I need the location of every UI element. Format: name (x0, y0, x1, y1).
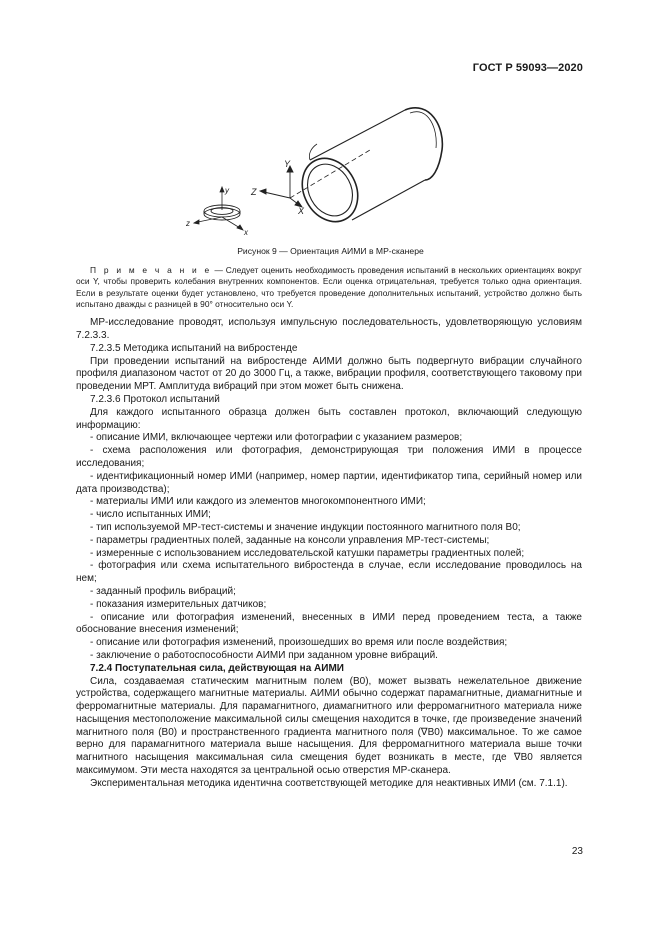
protocol-list (76, 432, 582, 662)
paragraph-experimental-method: Экспериментальная методика идентична соответствующей методике для неактивных ИМИ (см. 7.1.1). (90, 777, 568, 789)
page-number: 23 (571, 846, 583, 857)
note-paragraph (76, 265, 582, 310)
paragraph-vibration-method: При проведении испытаний на вибростенде АИМИ должно быть подвергнуто вибрации случайного профиля диапазоном частот от 20 до 3000 Гц, а также, вибрации профиля, соответствующего таковому при проведении МРТ. Амплитуда вибраций при этом может быть снижена. (76, 355, 582, 393)
subsection-heading-7235: 7.2.3.5 Методика испытаний на вибростенде (90, 342, 298, 354)
paragraph-mr-study: МР-исследование проводят, используя импульсную последовательность, удовлетворяющую условиям 7.2.3.3. (76, 317, 582, 341)
document-id: ГОСТ Р 59093—2020 (472, 62, 583, 74)
list-item: - описание ИМИ, включающее чертежи или фотографии с указанием размеров; (90, 432, 463, 444)
paragraph-translational-force: Сила, создаваемая статическим магнитным полем (B0), может вызвать нежелательное движение устройства, содержащего магнитные материалы. АИМИ обычно содержат парамагнитные, диамагнитные и ферромагнитные материалы. Для парамагнитного, диамагнитного или ферромагнитного материала ниже насыщения местоположение максимальной силы смещения находится в точке, где произведение значений магнитного поля (B0) и пространственного градиента магнитного поля (∇B0) максимальное. То же самое верно для парамагнитного материала выше насыщения. Для ферромагнитного материала выше точки магнитного насыщения максимальная сила смещения будет возникать в месте, где ∇B0 является максимумом. Эти места находятся за центральной осью отверстия МР-сканера. (76, 675, 582, 777)
list-item: - описание или фотография изменений, внесенных в ИМИ перед проведением теста, а также обоснование внесения изменений; (76, 611, 582, 636)
small-axis-z-label: z (186, 219, 190, 228)
list-item: - заключение о работоспособности АИМИ при заданном уровне вибраций. (90, 649, 438, 661)
axis-z-label: Z (251, 187, 257, 197)
small-axis-y-label: y (225, 186, 229, 195)
axis-y-label: Y (284, 159, 291, 169)
section-heading-724: 7.2.4 Поступательная сила, действующая на АИМИ (90, 662, 344, 674)
list-item: - идентификационный номер ИМИ (например, номер партии, идентификатор типа, серийный номер или дата производства); (76, 470, 582, 495)
figure-9-diagram (180, 92, 460, 242)
list-item: - число испытанных ИМИ; (90, 509, 211, 521)
note-text: — Следует оценить необходимость проведения испытаний в нескольких ориентациях вокруг оси Y, чтобы проверить колебания внутренних компонентов. Если оценка отрицательная, требуется только одна ориентация. Если в результате оценки будет установлено, что требуется проведение дополнительных испытаний, устройство должно быть испытано дважды с разницей в 90° относительно оси Y. (76, 265, 582, 309)
list-item: - схема расположения или фотография, демонстрирующая три положения ИМИ в процессе исследования; (76, 445, 582, 469)
subsection-heading-7236: 7.2.3.6 Протокол испытаний (90, 393, 220, 405)
paragraph-protocol-intro: Для каждого испытанного образца должен быть составлен протокол, включающий следующую информацию: (76, 406, 582, 431)
list-item: - измеренные с использованием исследовательской катушки параметры градиентных полей; (90, 547, 525, 559)
axis-x-label: X (298, 206, 305, 216)
list-item: - тип используемой МР-тест-системы и значение индукции постоянного магнитного поля B0; (90, 521, 521, 533)
note-label: П р и м е ч а н и е (90, 265, 212, 275)
cylinder-drawing (292, 108, 443, 231)
small-axis-x-label: x (244, 228, 248, 237)
list-item: - фотография или схема испытательного вибростенда в случае, если исследование проводилось на нем; (76, 560, 582, 585)
list-item: - показания измерительных датчиков; (90, 598, 267, 610)
list-item: - описание или фотография изменений, произошедших во время или после воздействия; (90, 637, 508, 649)
figure-caption: Рисунок 9 — Ориентация АИМИ в МР-сканере (237, 246, 424, 256)
document-body (76, 265, 582, 791)
list-item: - параметры градиентных полей, заданные на консоли управления МР-тест-системы; (90, 534, 490, 546)
list-item: - материалы ИМИ или каждого из элементов многокомпонентного ИМИ; (90, 496, 426, 508)
list-item: - заданный профиль вибраций; (90, 585, 236, 597)
